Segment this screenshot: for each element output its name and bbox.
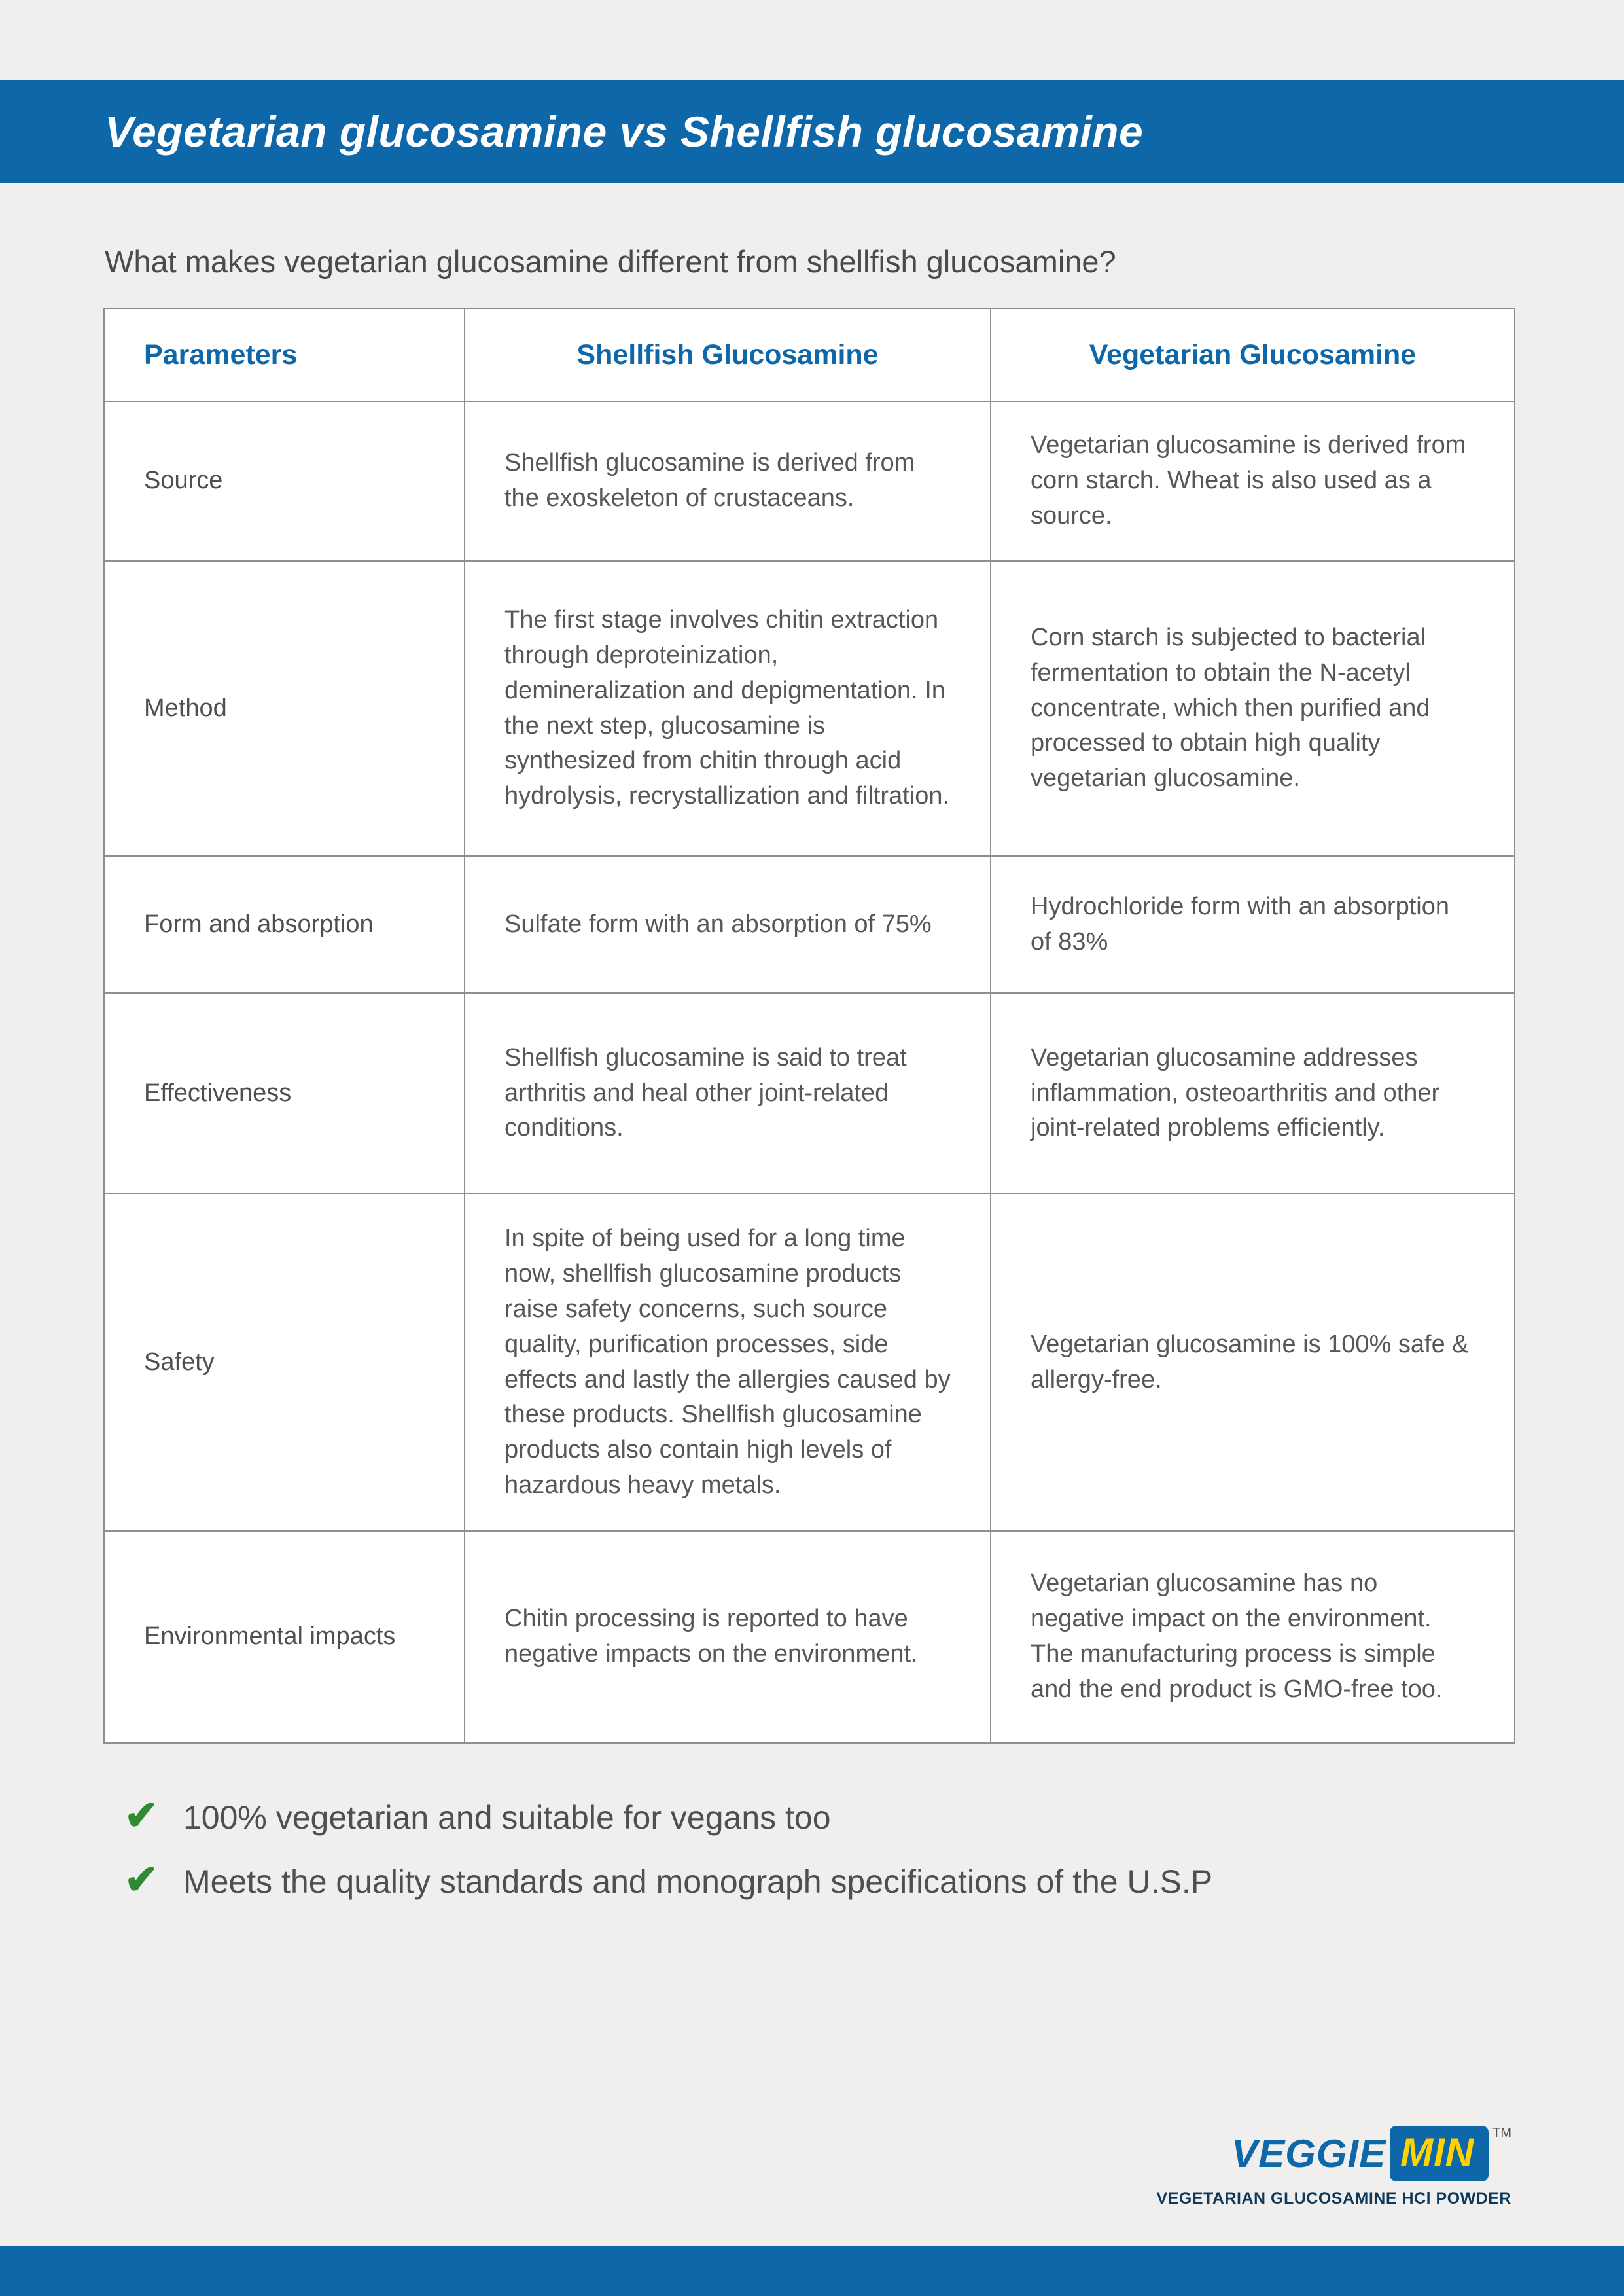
page-title: Vegetarian glucosamine vs Shellfish glucosamine <box>105 107 1144 156</box>
row-label: Method <box>104 561 465 856</box>
benefit-text: Meets the quality standards and monograph specifications of the U.S.P <box>183 1863 1213 1900</box>
row-label: Effectiveness <box>104 993 465 1194</box>
table-row-environmental-impacts <box>104 1531 1515 1743</box>
benefit-item <box>124 1793 1212 1839</box>
row-label: Environmental impacts <box>104 1531 465 1743</box>
benefits-list <box>124 1793 1213 1927</box>
logo-veggie-text: VEGGIE <box>1231 2132 1386 2176</box>
column-header-parameters: Parameters <box>104 308 465 401</box>
vegetarian-cell: Vegetarian glucosamine has no negative impact on the environment. The manufacturing process is simple and the end product is GMO-free too. <box>991 1531 1515 1743</box>
vegetarian-cell: Vegetarian glucosamine addresses inflammation, osteoarthritis and other joint-related problems efficiently. <box>991 993 1515 1194</box>
table-header-row <box>104 308 1515 401</box>
comparison-table <box>103 308 1515 1744</box>
shellfish-cell: Sulfate form with an absorption of 75% <box>465 856 991 993</box>
shellfish-cell: In spite of being used for a long time now, shellfish glucosamine products raise safety concerns, such source quality, purification processes, side effects and lastly the allergies caused by these products. Shellfish glucosamine products also contain high levels of hazardous heavy metals. <box>465 1194 991 1531</box>
title-banner <box>0 80 1624 183</box>
vegetarian-cell: Hydrochloride form with an absorption of 83% <box>991 856 1515 993</box>
shellfish-cell: The first stage involves chitin extraction through deproteinization, demineralization and depigmentation. In the next step, glucosamine is synthesized from chitin through acid hydrolysis, recrystallization and filtration. <box>465 561 991 856</box>
trademark-symbol: TM <box>1492 2126 1511 2140</box>
logo-min-badge: MIN <box>1390 2126 1489 2181</box>
table-row-effectiveness <box>104 993 1515 1194</box>
table-row-safety <box>104 1194 1515 1531</box>
logo-wordmark <box>1231 2126 1511 2181</box>
vegetarian-cell: Vegetarian glucosamine is 100% safe & allergy-free. <box>991 1194 1515 1531</box>
column-header-shellfish: Shellfish Glucosamine <box>465 308 991 401</box>
row-label: Source <box>104 401 465 561</box>
table-row-form-absorption <box>104 856 1515 993</box>
row-label: Form and absorption <box>104 856 465 993</box>
shellfish-cell: Shellfish glucosamine is derived from the exoskeleton of crustaceans. <box>465 401 991 561</box>
benefit-text: 100% vegetarian and suitable for vegans too <box>183 1799 831 1836</box>
checkmark-icon: ✔ <box>124 1857 158 1903</box>
table-row-method <box>104 561 1515 856</box>
bottom-bar <box>0 2246 1624 2296</box>
subtitle-question: What makes vegetarian glucosamine different from shellfish glucosamine? <box>105 244 1116 279</box>
logo-tagline: VEGETARIAN GLUCOSAMINE HCl POWDER <box>1156 2189 1511 2208</box>
shellfish-cell: Chitin processing is reported to have negative impacts on the environment. <box>465 1531 991 1743</box>
column-header-vegetarian: Vegetarian Glucosamine <box>991 308 1515 401</box>
shellfish-cell: Shellfish glucosamine is said to treat arthritis and heal other joint-related conditions. <box>465 993 991 1194</box>
benefit-item <box>124 1857 1213 1903</box>
vegetarian-cell: Vegetarian glucosamine is derived from corn starch. Wheat is also used as a source. <box>991 401 1515 561</box>
row-label: Safety <box>104 1194 465 1531</box>
table-row-source <box>104 401 1515 561</box>
brand-logo <box>1157 2126 1511 2208</box>
vegetarian-cell: Corn starch is subjected to bacterial fermentation to obtain the N-acetyl concentrate, which then purified and processed to obtain high quality vegetarian glucosamine. <box>991 561 1515 856</box>
checkmark-icon: ✔ <box>124 1793 158 1839</box>
